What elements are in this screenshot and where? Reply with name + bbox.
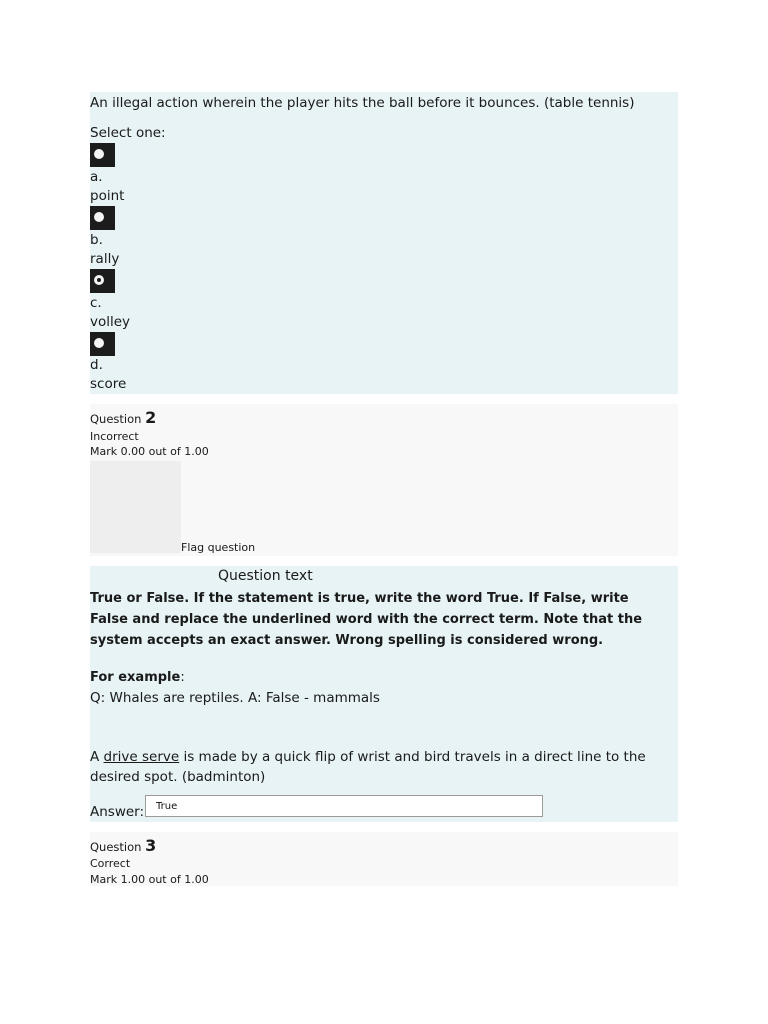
option-d-letter: d. xyxy=(90,357,103,373)
option-d-text[interactable]: score xyxy=(90,376,127,392)
option-a-radio[interactable] xyxy=(90,143,115,167)
radio-icon xyxy=(94,338,104,348)
option-b-text[interactable]: rally xyxy=(90,251,120,267)
question-text-heading: Question text xyxy=(218,568,313,584)
question-1-text: An illegal action wherein the player hits the ball before it bounces. (table tennis) xyxy=(90,95,635,111)
option-a-text[interactable]: point xyxy=(90,188,125,204)
example-heading-label: For example xyxy=(90,670,181,685)
option-a-letter: a. xyxy=(90,169,103,185)
question-2-statement xyxy=(90,747,670,787)
question-number: 2 xyxy=(145,408,157,427)
question-2-status: Incorrect xyxy=(90,430,139,443)
question-number: 3 xyxy=(145,836,157,855)
radio-icon xyxy=(94,212,104,222)
example-heading-colon: : xyxy=(180,670,185,685)
question-label: Question xyxy=(90,840,142,854)
option-c-letter: c. xyxy=(90,295,102,311)
question-3-heading xyxy=(90,836,156,855)
example-text: Q: Whales are reptiles. A: False - mammals xyxy=(90,690,380,706)
question-label: Question xyxy=(90,412,142,426)
question-3-mark: Mark 1.00 out of 1.00 xyxy=(90,873,209,886)
example-heading xyxy=(90,670,185,685)
question-2-mark: Mark 0.00 out of 1.00 xyxy=(90,445,209,458)
flag-question-link[interactable]: Flag question xyxy=(181,541,256,554)
option-c-radio[interactable] xyxy=(90,269,115,293)
answer-label: Answer: xyxy=(90,804,145,820)
question-2-panel xyxy=(90,566,678,822)
question-1-panel xyxy=(90,92,678,394)
statement-underlined-term: drive serve xyxy=(103,749,180,765)
option-c-text[interactable]: volley xyxy=(90,314,131,330)
select-one-label: Select one: xyxy=(90,125,166,141)
statement-prefix: A xyxy=(90,749,104,765)
radio-selected-icon xyxy=(94,275,104,285)
answer-input[interactable] xyxy=(145,795,543,817)
option-b-radio[interactable] xyxy=(90,206,115,230)
question-2-heading xyxy=(90,408,156,427)
question-3-info xyxy=(90,832,678,886)
radio-icon xyxy=(94,149,104,159)
statement-rest: is made by a quick flip of wrist and bird travels in a direct line to the desired spot. (badminton) xyxy=(90,749,646,785)
option-b-letter: b. xyxy=(90,232,103,248)
option-d-radio[interactable] xyxy=(90,332,115,356)
question-3-status: Correct xyxy=(90,857,131,870)
flag-icon[interactable] xyxy=(90,461,181,553)
question-2-info xyxy=(90,404,678,556)
question-2-instructions: True or False. If the statement is true, write the word True. If False, write False and replace the underlined word with the correct term. Note that the system accepts an exact answer. Wrong spelling is considered wrong. xyxy=(90,591,643,648)
